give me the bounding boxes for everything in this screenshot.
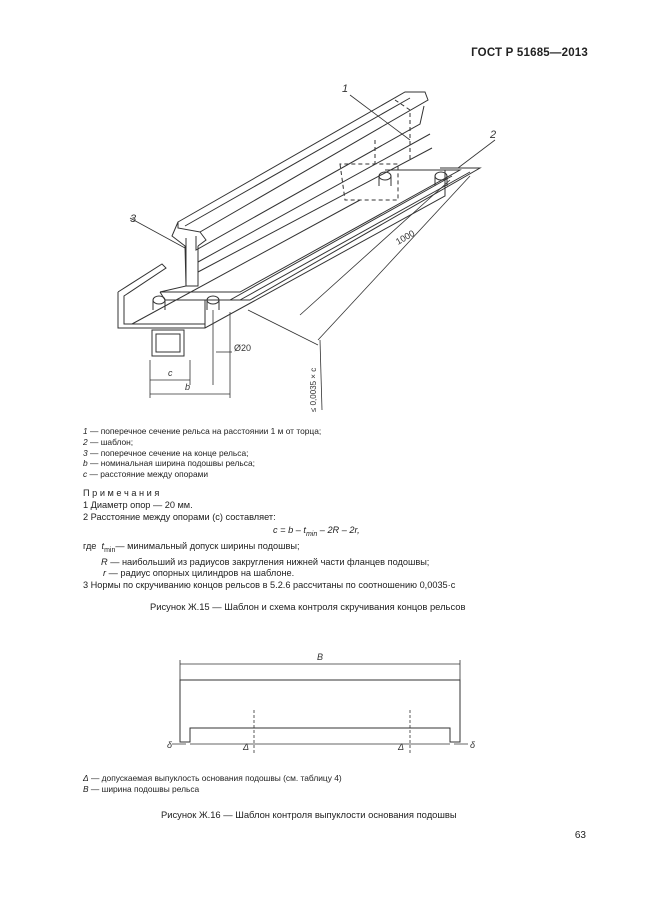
note-2: 2 Расстояние между опорами (c) составляет: [83, 511, 276, 522]
where-2: R — наибольший из радиусов закругления нижней части фланцев подошвы; [101, 556, 430, 567]
dim-Delta-right: Δ [398, 742, 405, 752]
note-3: 3 Нормы по скручиванию концов рельсов в 5.2.6 рассчитаны по соотношению 0,0035·c [83, 580, 456, 591]
dim-b-label: b [185, 382, 191, 392]
formula: $c = b - t_{min} - 2R - 2r$, [273, 525, 360, 539]
figure-15-drawing [0, 0, 646, 420]
legend-text: — шаблон; [90, 436, 134, 447]
figure-16-caption: Рисунок Ж.16 — Шаблон контроля выпуклости основания подошвы [161, 809, 457, 820]
callout-3: 3 [130, 213, 137, 225]
note-1: 1 Диаметр опор — 20 мм. [83, 499, 193, 510]
template-base [118, 170, 445, 328]
document-header: ГОСТ Р 51685—2013 [471, 47, 588, 59]
legend-text: — допускаемая выпуклость основания подошвы (см. таблицу 4) [90, 773, 342, 783]
legend-key: b [83, 458, 88, 469]
where-3: r — радиус опорных цилиндров на шаблоне. [103, 568, 295, 579]
dim-delta-left: δ [167, 740, 173, 750]
page-number: 63 [574, 830, 586, 841]
legend-key: 2 [83, 436, 88, 447]
legend-key: c [83, 469, 88, 480]
legend-key: B [83, 783, 89, 794]
dim-B-label: B [317, 652, 324, 662]
template-outline [180, 680, 460, 742]
callout-1: 1 [342, 83, 349, 95]
rail-head [178, 92, 428, 232]
notes-title: П р и м е ч а н и я [83, 488, 160, 498]
figure-15-legend [83, 426, 321, 480]
legend-key: Δ [83, 773, 89, 783]
dim-diameter-label: Ø20 [234, 343, 252, 353]
dim-length-label: 1000 [394, 228, 417, 247]
dim-side-label: ≤ 0,0035 × c [309, 367, 318, 412]
callout-2: 2 [490, 129, 497, 141]
where-1: где $t_{min}—$ минимальный допуск ширины подошвы; [83, 541, 300, 554]
figure-16-legend [83, 773, 342, 795]
legend-text: — расстояние между опорами [89, 469, 209, 480]
figure-16-drawing [0, 640, 646, 770]
dim-delta-right: δ [470, 740, 476, 750]
legend-text: — поперечное сечение рельса на расстоянии 1 м от торца; [90, 426, 322, 436]
legend-text: — ширина подошвы рельса [90, 783, 200, 794]
legend-key: 1 [83, 426, 88, 436]
dim-c-label: c [168, 368, 173, 378]
legend-key: 3 [83, 447, 88, 458]
legend-text: — поперечное сечение на конце рельса; [90, 447, 249, 458]
figure-15-caption: Рисунок Ж.15 — Шаблон и схема контроля скручивания концов рельсов [150, 601, 466, 612]
dim-Delta-left: Δ [243, 742, 250, 752]
legend-text: — номинальная ширина подошвы рельса; [90, 458, 255, 469]
figure-15-notes [83, 488, 603, 592]
rail-base [160, 170, 460, 292]
